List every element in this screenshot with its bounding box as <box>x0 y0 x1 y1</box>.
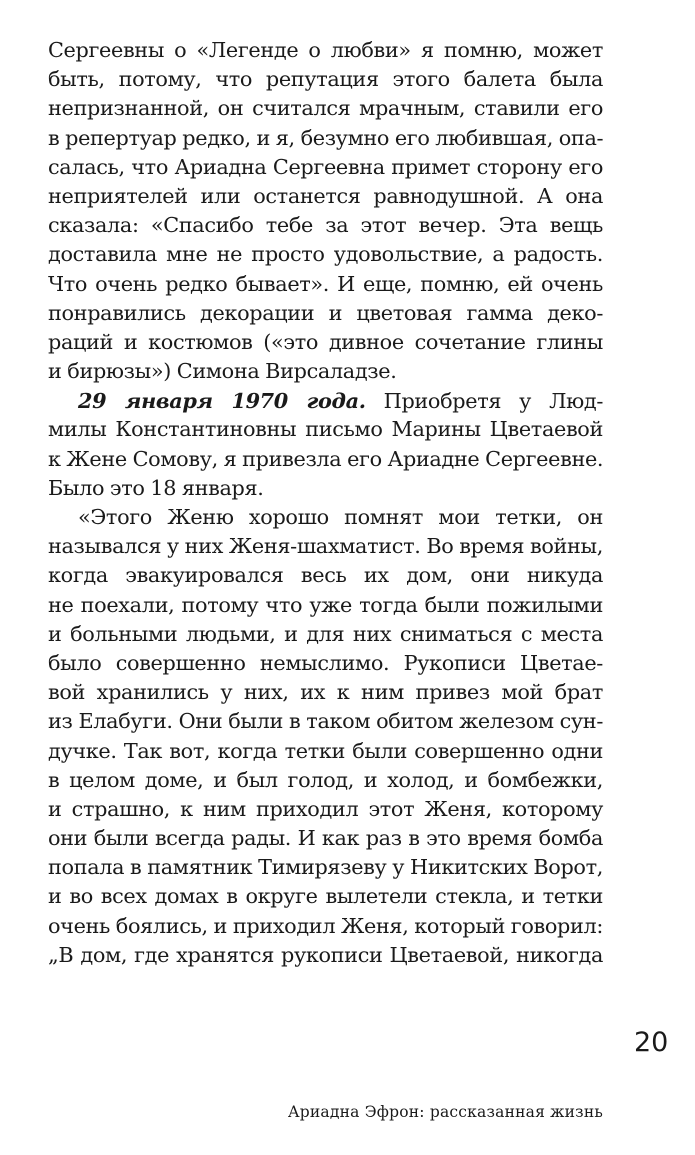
text-line: сказала: «Спасибо тебе за этот вечер. Эта вещь <box>48 213 603 238</box>
text-line: и во всех домах в округе вылетели стекла, и тетки <box>48 884 603 909</box>
text-line: понравились декорации и цветовая гамма деко- <box>48 300 603 325</box>
text-line: Было это 18 января. <box>48 475 264 500</box>
text-line: и бирюзы») Симона Вирсаладзе. <box>48 359 397 384</box>
text-line: салась, что Ариадна Сергеевна примет сторону его <box>48 154 603 179</box>
text-line: назывался у них Женя-шахматист. Во время войны, <box>48 534 603 559</box>
text-line: Сергеевны о «Легенде о любви» я помню, может <box>48 38 603 62</box>
page-body-text <box>48 36 603 970</box>
text-line: „В дом, где хранятся рукописи Цветаевой, никогда <box>48 942 603 967</box>
text-line: было совершенно немыслимо. Рукописи Цветае- <box>48 650 603 675</box>
text-line: вой хранились у них, их к ним привез мой брат <box>48 680 603 705</box>
text-line-fragment: Приобретя у Люд- <box>383 389 604 414</box>
text-line: доставила мне не просто удовольствие, а радость. <box>48 242 603 267</box>
text-line: они были всегда рады. И как раз в это время бомба <box>48 826 603 851</box>
entry-date: 29 января 1970 года. <box>78 388 366 414</box>
text-line: не поехали, потому что уже тогда были пожилыми <box>48 592 603 617</box>
text-line: из Елабуги. Они были в таком обитом железом сун- <box>48 709 603 734</box>
text-line: неприятелей или останется равнодушной. А она <box>48 183 603 208</box>
text-line: непризнанной, он считался мрачным, ставили его <box>48 96 603 121</box>
text-line: и больными людьми, и для них сниматься с места <box>48 621 603 646</box>
text-line: быть, потому, что репутация этого балета была <box>48 67 603 92</box>
text-line: попала в памятник Тимирязеву у Никитских Ворот, <box>48 855 603 880</box>
text-line: и страшно, к ним приходил этот Женя, которому <box>48 796 603 821</box>
text-line: «Этого Женю хорошо помнят мои тетки, он <box>78 505 603 529</box>
text-line: дучке. Так вот, когда тетки были совершенно одни <box>48 738 603 763</box>
text-line: милы Константиновны письмо Марины Цветаевой <box>48 417 603 442</box>
text-line: очень боялись, и приходил Женя, который говорил: <box>48 913 604 938</box>
text-line: к Жене Сомову, я привезла его Ариадне Сергеевне. <box>48 446 604 471</box>
running-footer: Ариадна Эфрон: рассказанная жизнь <box>287 1103 603 1121</box>
text-line: в репертуар редко, и я, безумно его любившая, опа- <box>48 125 604 150</box>
diary-entry-first-line <box>48 386 603 415</box>
page-number: 20 <box>634 1027 669 1058</box>
text-line: Что очень редко бывает». И еще, помню, ей очень <box>48 271 603 296</box>
text-line: когда эвакуировался весь их дом, они никуда <box>48 563 603 588</box>
text-line: раций и костюмов («это дивное сочетание глины <box>48 329 603 354</box>
text-line: в целом доме, и был голод, и холод, и бомбежки, <box>48 767 603 792</box>
